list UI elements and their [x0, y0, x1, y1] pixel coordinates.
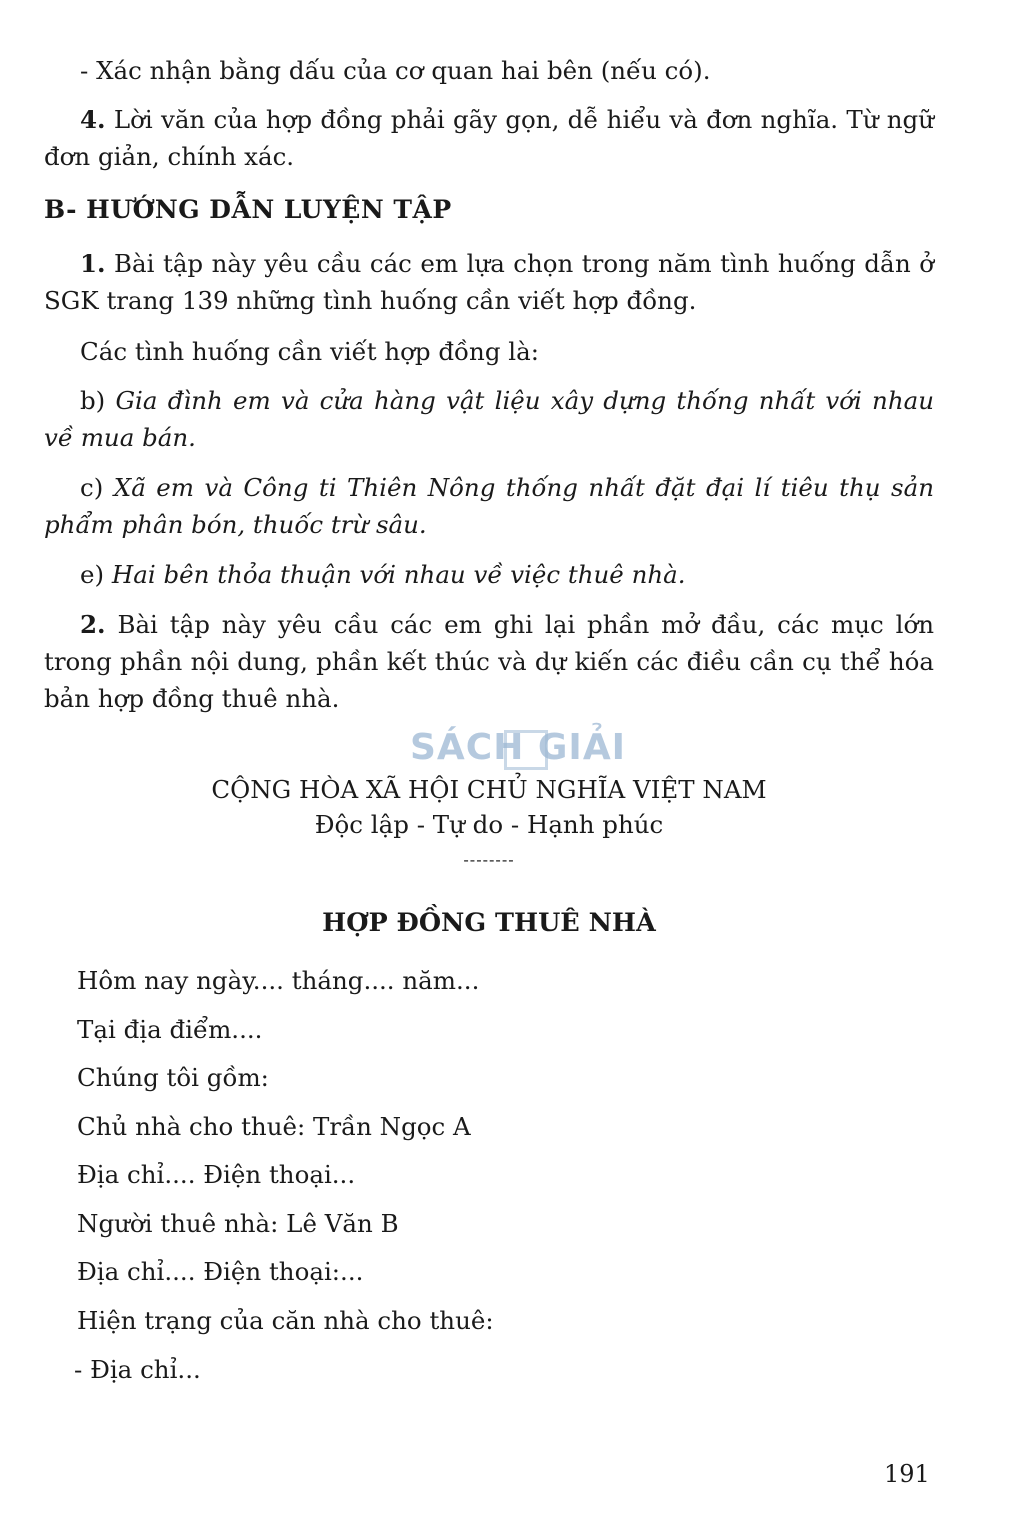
situation-e-text: Hai bên thỏa thuận với nhau về việc thuê nhà.: [104, 560, 686, 589]
contract-date-line: Hôm nay ngày.... tháng.... năm...: [77, 966, 480, 995]
section-b-heading: B- HƯỚNG DẪN LUYỆN TẬP: [44, 195, 452, 224]
house-address-line: - Địa chỉ...: [74, 1355, 201, 1384]
watermark-logo: [410, 722, 630, 774]
item-4-text: Lời văn của hợp đồng phải gãy gọn, dễ hiểu và đơn nghĩa. Từ ngữ đơn giản, chính xác.: [44, 105, 934, 171]
header-divider: --------: [463, 850, 515, 869]
house-condition-line: Hiện trạng của căn nhà cho thuê:: [77, 1306, 494, 1335]
landlord-address-line: Địa chỉ.... Điện thoại...: [77, 1160, 356, 1189]
situation-e-label: e): [80, 560, 105, 589]
seal-confirmation-text: - Xác nhận bằng dấu của cơ quan hai bên (nếu có).: [80, 56, 711, 85]
item-4-paragraph: [44, 101, 934, 175]
tenant-address-line: Địa chỉ.... Điện thoại:...: [77, 1257, 364, 1286]
exercise-1-number: 1.: [80, 249, 106, 278]
exercise-2-number: 2.: [80, 610, 106, 639]
tenant-line: Người thuê nhà: Lê Văn B: [77, 1209, 399, 1238]
watermark-text: SÁCH GIẢI: [410, 727, 627, 768]
parties-intro-line: Chúng tôi gồm:: [77, 1063, 269, 1092]
situation-b-text: Gia đình em và cửa hàng vật liệu xây dựng thống nhất với nhau về mua bán.: [44, 386, 934, 452]
exercise-2-paragraph: [44, 606, 934, 717]
nation-header: CỘNG HÒA XÃ HỘI CHỦ NGHĨA VIỆT NAM: [211, 775, 767, 804]
contract-title: HỢP ĐỒNG THUÊ NHÀ: [322, 908, 656, 938]
situation-c-paragraph: [44, 469, 934, 543]
exercise-1-text: Bài tập này yêu cầu các em lựa chọn trong năm tình huống dẫn ở SGK trang 139 những tình huống cần viết hợp đồng.: [44, 249, 934, 315]
situation-e-paragraph: [44, 556, 934, 593]
situation-c-label: c): [80, 473, 104, 502]
situation-b-label: b): [80, 386, 106, 415]
landlord-line: Chủ nhà cho thuê: Trần Ngọc A: [77, 1112, 471, 1141]
page-number: 191: [884, 1460, 930, 1488]
national-motto: Độc lập - Tự do - Hạnh phúc: [314, 810, 664, 839]
situation-b-paragraph: [44, 382, 934, 456]
situations-intro: [44, 333, 934, 370]
contract-location-line: Tại địa điểm....: [77, 1015, 263, 1044]
situation-c-text: Xã em và Công ti Thiên Nông thống nhất đặt đại lí tiêu thụ sản phẩm phân bón, thuốc trừ sâu.: [44, 473, 934, 539]
situations-intro-text: Các tình huống cần viết hợp đồng là:: [80, 337, 539, 366]
item-4-number: 4.: [80, 105, 106, 134]
exercise-1-paragraph: [44, 245, 934, 319]
seal-confirmation-line: [44, 52, 934, 89]
exercise-2-text: Bài tập này yêu cầu các em ghi lại phần mở đầu, các mục lớn trong phần nội dung, phần kết thúc và dự kiến các điều cần cụ thể hóa bản hợp đồng thuê nhà.: [44, 610, 934, 713]
